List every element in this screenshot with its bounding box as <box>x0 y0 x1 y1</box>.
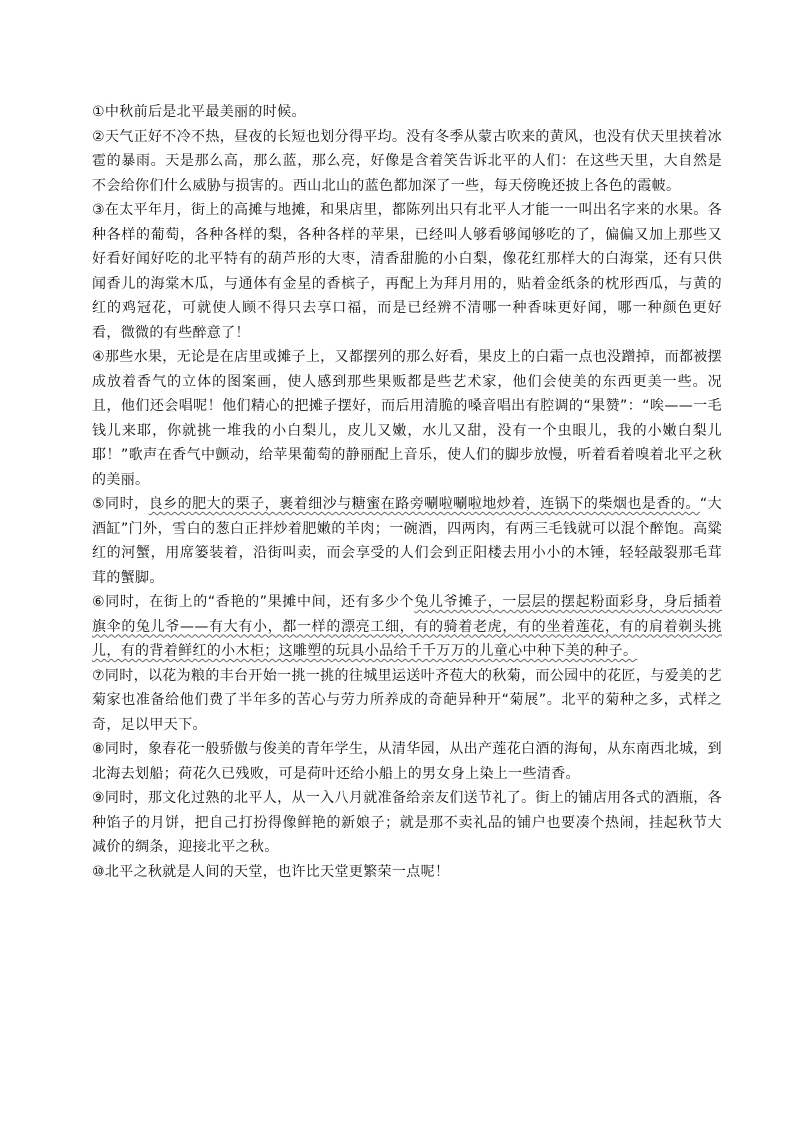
paragraph-text: ⑥同时，在街上的“香艳的”果摊中间，还有多少个 <box>92 594 415 610</box>
paragraph-2 <box>92 125 722 199</box>
paragraph-text: ⑤同时， <box>92 496 149 512</box>
paragraph-8 <box>92 737 722 786</box>
paragraph-5 <box>92 492 722 590</box>
paragraph-text: ③在太平年月，街上的高摊与地摊，和果店里，都陈列出只有北平人才能一一叫出名字来的水果。各种各样的葡萄，各种各样的梨，各种各样的苹果，已经叫人够看够闻够吃的了，偏偏又加上那些又好看好闻好吃的北平特有的葫芦形的大枣，清香甜脆的小白梨，像花红那样大的白海棠，还有只供闻香儿的海棠木瓜，与通体有金星的香槟子，再配上为拜月用的，贴着金纸条的枕形西瓜，与黄的红的鸡冠花，可就使人顾不得只去享口福，而是已经辨不清哪一种香味更好闻，哪一种颜色更好看，微微的有些醉意了！ <box>92 202 722 341</box>
paragraph-9 <box>92 786 722 860</box>
paragraph-text: ⑦同时，以花为粮的丰台开始一挑一挑的往城里运送叶齐苞大的秋菊，而公园中的花匠，与爱美的艺菊家也准备给他们费了半年多的苦心与劳力所养成的奇葩异种开“菊展”。北平的菊种之多，式样之奇，足以甲天下。 <box>92 667 722 733</box>
underlined-passage: 兔儿爷摊子，一层层的摆起粉面彩身，身后插着旗伞的兔儿爷——有大有小，都一样的漂亮工细，有的骑着老虎，有的坐着莲花，有的肩着剃头挑儿，有的背着鲜红的小木柜；这雕塑的玩具小品给千千万万的儿童心中种下美的种子。 <box>92 594 722 659</box>
paragraph-7 <box>92 664 722 738</box>
paragraph-text: ⑩北平之秋就是人间的天堂，也许比天堂更繁荣一点呢！ <box>92 863 450 880</box>
document-body <box>92 100 722 884</box>
paragraph-3 <box>92 198 722 345</box>
paragraph-text: “大酒缸”门外，雪白的葱白正拌炒着肥嫩的羊肉；一碗酒，四两肉，有两三毛钱就可以混个醉饱。高粱红的河蟹，用席篓装着，沿街叫卖，而会享受的人们会到正阳楼去用小小的木锤，轻轻敲裂那毛茸茸的蟹脚。 <box>92 496 723 586</box>
paragraph-10 <box>92 860 722 885</box>
paragraph-text: ②天气正好不冷不热，昼夜的长短也划分得平均。没有冬季从蒙古吹来的黄风，也没有伏天里挟着冰雹的暴雨。天是那么高，那么蓝，那么亮，好像是含着笑告诉北平的人们：在这些天里，大自然是不会给你们什么威胁与损害的。西山北山的蓝色都加深了一些，每天傍晚还披上各色的霞帔。 <box>92 128 722 194</box>
paragraph-4 <box>92 345 722 492</box>
paragraph-6 <box>92 590 722 664</box>
underlined-passage: 良乡的肥大的栗子，裹着细沙与糖蜜在路旁唰啦唰啦地炒着，连锅下的柴烟也是香的。 <box>148 496 700 512</box>
paragraph-1 <box>92 100 722 125</box>
paragraph-text: ①中秋前后是北平最美丽的时候。 <box>92 104 306 120</box>
paragraph-text: ④那些水果，无论是在店里或摊子上，又都摆列的那么好看，果皮上的白霜一点也没蹭掉，而都被摆成放着香气的立体的图案画，使人感到那些果贩都是些艺术家，他们会使美的东西更美一些。况且，他们还会唱呢！他们精心的把摊子摆好，而后用清脆的嗓音唱出有腔调的“果赞”：“唉——一毛钱儿来耶，你就挑一堆我的小白梨儿，皮儿又嫩，水儿又甜，没有一个虫眼儿，我的小嫩白梨儿耶！”歌声在香气中颤动，给苹果葡萄的静丽配上音乐，使人们的脚步放慢，听着看着嗅着北平之秋的美丽。 <box>92 349 722 488</box>
paragraph-text: ⑧同时，象春花一般骄傲与俊美的青年学生，从清华园，从出产莲花白酒的海甸，从东南西北城，到北海去划船；荷花久已残败，可是荷叶还给小船上的男女身上染上一些清香。 <box>92 741 722 782</box>
paragraph-text: ⑨同时，那文化过熟的北平人，从一入八月就准备给亲友们送节礼了。街上的铺店用各式的酒瓶，各种馅子的月饼，把自己打扮得像鲜艳的新娘子；就是那不卖礼品的铺户也要凑个热闹，挂起秋节大减价的绸条，迎接北平之秋。 <box>92 790 722 855</box>
